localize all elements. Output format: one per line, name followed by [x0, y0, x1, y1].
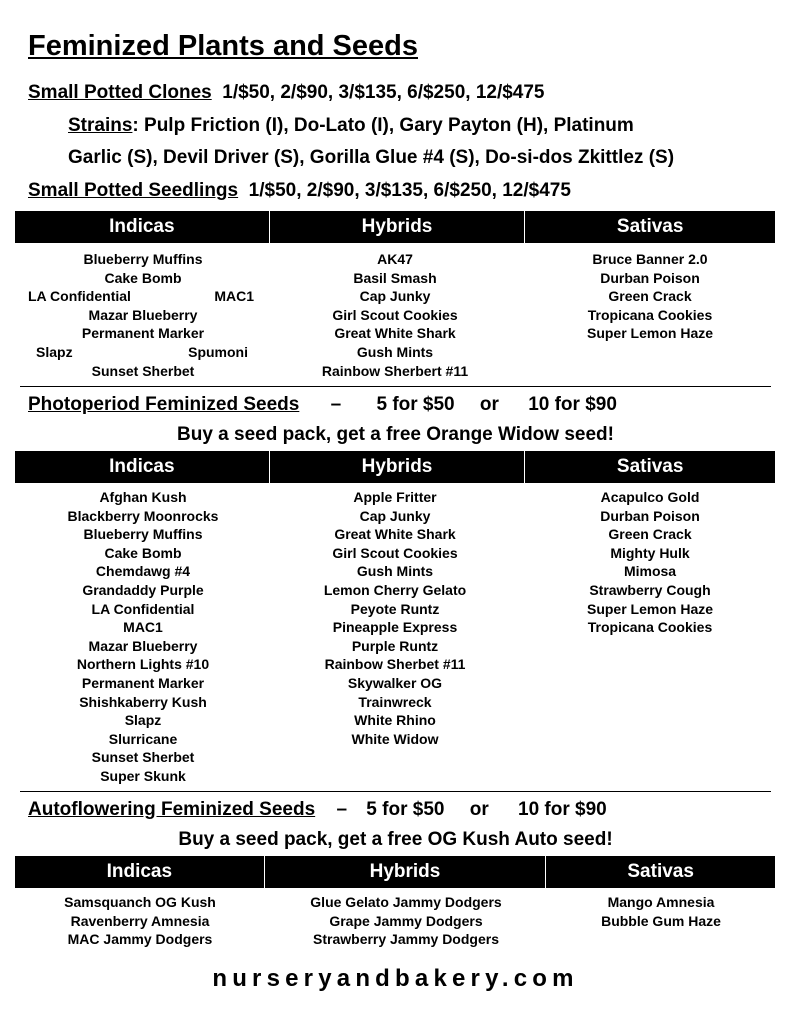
list-item: Cap Junky: [359, 288, 431, 305]
list-item: Slapz: [36, 343, 73, 360]
seedlings-sativas-list: [525, 250, 775, 343]
list-item: Blackberry Moonrocks: [67, 507, 219, 524]
list-item: Blueberry Muffins: [83, 251, 203, 267]
list-item: Northern Lights #10: [76, 656, 210, 673]
autoflowering-or: or: [469, 799, 489, 820]
list-item: Spumoni: [188, 343, 248, 360]
list-item: Durban Poison: [600, 269, 700, 286]
autoflowering-header-hybrids: Hybrids: [264, 856, 546, 888]
photoperiod-header-bar: [15, 451, 775, 483]
seedlings-header-bar: [15, 211, 775, 243]
list-item: Great White Shark: [334, 526, 456, 543]
list-item: LA Confidential: [91, 600, 195, 617]
list-item: Permanent Marker: [81, 674, 205, 691]
photoperiod-price-10: 10 for $90: [528, 394, 617, 415]
strains-label: Strains: [68, 115, 133, 136]
autoflowering-hybrids-list: [265, 893, 547, 949]
seedlings-line: [28, 180, 571, 202]
list-item: Peyote Runtz: [350, 600, 440, 617]
list-item: Strawberry Cough: [589, 581, 711, 598]
list-item: Gush Mints: [356, 563, 434, 580]
autoflowering-sativas-list: [547, 893, 775, 930]
list-item: Mimosa: [623, 563, 677, 580]
list-item: Afghan Kush: [99, 489, 187, 505]
list-item-pair: [28, 287, 258, 306]
list-item: White Rhino: [354, 712, 436, 729]
photoperiod-line: [28, 394, 768, 416]
list-item: Slurricane: [108, 730, 178, 747]
list-item: Sunset Sherbet: [91, 362, 195, 379]
list-item: Basil Smash: [353, 269, 437, 286]
list-item: Pineapple Express: [332, 619, 458, 636]
autoflowering-header-sativas: Sativas: [545, 856, 775, 888]
list-item: Gush Mints: [356, 343, 434, 360]
autoflowering-line: [28, 799, 768, 821]
list-item: Bubble Gum Haze: [601, 912, 721, 929]
list-item: Tropicana Cookies: [587, 306, 713, 323]
list-item: Chemdawg #4: [95, 563, 191, 580]
seedlings-hybrids-list: [270, 250, 520, 380]
list-item: Girl Scout Cookies: [332, 306, 458, 323]
list-item: Tropicana Cookies: [587, 619, 713, 636]
seedlings-header-hybrids: Hybrids: [269, 211, 525, 243]
photoperiod-label: Photoperiod Feminized Seeds: [28, 394, 300, 415]
list-item: Rainbow Sherbert #11: [321, 362, 469, 379]
list-item: Mazar Blueberry: [88, 637, 198, 654]
list-item: Girl Scout Cookies: [332, 544, 458, 561]
clones-label: Small Potted Clones: [28, 82, 212, 103]
list-item: Super Skunk: [100, 767, 186, 784]
list-item: MAC1: [214, 288, 254, 305]
list-item: Grandaddy Purple: [82, 581, 204, 598]
section-divider: [20, 386, 771, 387]
autoflowering-promo: Buy a seed pack, get a free OG Kush Auto seed!: [178, 829, 613, 850]
list-item: White Widow: [351, 730, 439, 747]
section-divider: [20, 791, 771, 792]
list-item: AK47: [377, 251, 413, 267]
strains-text-1: : Pulp Friction (I), Do-Lato (I), Gary Payton (H), Platinum: [132, 115, 634, 136]
list-item: Skywalker OG: [347, 674, 443, 691]
photoperiod-sativas-list: [525, 488, 775, 637]
photoperiod-dash: –: [330, 394, 342, 415]
footer-website: nurseryandbakery.com: [212, 965, 579, 992]
list-item: MAC1: [123, 619, 163, 636]
seedlings-prices: 1/$50, 2/$90, 3/$135, 6/$250, 12/$475: [248, 180, 571, 201]
photoperiod-header-hybrids: Hybrids: [269, 451, 525, 483]
autoflowering-dash: –: [336, 799, 348, 820]
list-item: LA Confidential: [28, 288, 131, 305]
photoperiod-price-5: 5 for $50: [376, 394, 455, 415]
list-item: Rainbow Sherbet #11: [324, 656, 466, 673]
list-item: Mango Amnesia: [607, 894, 715, 910]
list-item: Samsquanch OG Kush: [64, 894, 216, 910]
list-item: Ravenberry Amnesia: [70, 912, 210, 929]
list-item: MAC Jammy Dodgers: [67, 931, 213, 948]
seedlings-indicas-list: [28, 250, 258, 380]
clones-line: [28, 82, 545, 104]
photoperiod-promo: Buy a seed pack, get a free Orange Widow seed!: [177, 424, 614, 445]
list-item: Great White Shark: [334, 325, 456, 342]
list-item: Cake Bomb: [104, 269, 182, 286]
autoflowering-header-indicas: Indicas: [106, 861, 173, 882]
seedlings-label: Small Potted Seedlings: [28, 180, 239, 201]
list-item: Slapz: [124, 712, 162, 729]
list-item: Super Lemon Haze: [586, 600, 714, 617]
autoflowering-label: Autoflowering Feminized Seeds: [28, 799, 316, 820]
seedlings-header-sativas: Sativas: [524, 211, 775, 243]
list-item: Purple Runtz: [351, 637, 439, 654]
page-title: Feminized Plants and Seeds: [28, 30, 418, 62]
list-item: Grape Jammy Dodgers: [329, 912, 483, 929]
list-item: Shishkaberry Kush: [79, 693, 207, 710]
list-item: Super Lemon Haze: [586, 325, 714, 342]
list-item: Acapulco Gold: [600, 489, 700, 505]
seedlings-header-indicas: Indicas: [109, 216, 175, 237]
list-item: Green Crack: [608, 526, 692, 543]
list-item: Permanent Marker: [81, 325, 205, 342]
list-item: Glue Gelato Jammy Dodgers: [310, 894, 502, 910]
list-item: Cake Bomb: [104, 544, 182, 561]
photoperiod-header-sativas: Sativas: [524, 451, 775, 483]
photoperiod-indicas-list: [18, 488, 268, 786]
list-item: Mazar Blueberry: [88, 306, 198, 323]
list-item: Lemon Cherry Gelato: [323, 581, 467, 598]
clones-prices: 1/$50, 2/$90, 3/$135, 6/$250, 12/$475: [222, 82, 545, 103]
clones-strains-line2: Garlic (S), Devil Driver (S), Gorilla Glue #4 (S), Do-si-dos Zkittlez (S): [68, 147, 675, 168]
photoperiod-header-indicas: Indicas: [109, 456, 175, 477]
list-item: Mighty Hulk: [610, 544, 690, 561]
list-item: Durban Poison: [600, 507, 700, 524]
list-item: Apple Fritter: [353, 489, 437, 505]
autoflowering-price-10: 10 for $90: [518, 799, 607, 820]
list-item: Cap Junky: [359, 507, 431, 524]
list-item: Trainwreck: [358, 693, 432, 710]
clones-strains-line1: [68, 115, 634, 137]
autoflowering-indicas-list: [15, 893, 265, 949]
autoflowering-price-5: 5 for $50: [366, 799, 445, 820]
list-item: Blueberry Muffins: [83, 526, 203, 543]
list-item-pair: [28, 343, 258, 362]
list-item: Bruce Banner 2.0: [592, 251, 708, 267]
photoperiod-or: or: [479, 394, 499, 415]
list-item: Sunset Sherbet: [91, 749, 195, 766]
list-item: Green Crack: [608, 288, 692, 305]
list-item: Strawberry Jammy Dodgers: [313, 931, 499, 948]
photoperiod-hybrids-list: [270, 488, 520, 748]
autoflowering-header-bar: [15, 856, 775, 888]
